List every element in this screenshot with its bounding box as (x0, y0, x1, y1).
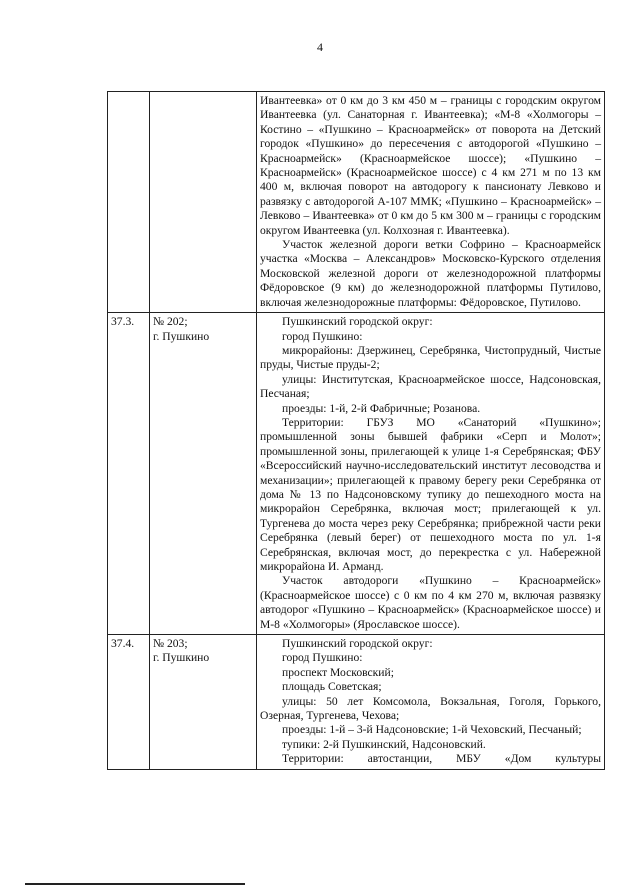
row-number-cell (108, 92, 150, 313)
description-cell (257, 313, 605, 635)
description-paragraph: проезды: 1-й – 3-й Надсоновские; 1-й Чеховский, Песчаный; (282, 723, 582, 737)
district-name-cell (150, 92, 257, 313)
description-paragraph: Ивантеевка» от 0 км до 3 км 450 м – границы с городским округом Ивантеевка (ул. Санаторная г. Ивантеевка); «М-8 «Холмогоры – Костино – «Пушкино – Красноармейск» от поворота на Детский городок «Пушкино» до пересечения с автодорогой «Пушкино – Красноармейск» (Красноармейское шоссе); «Пушкино – Красноармейск» (Красноармейское шоссе) с 4 км 271 м по 13 км 400 м, включая поворот на автодорогу к пансионату Левково и развязку с автодорогой А-107 ММК; «Пушкино – Красноармейск» – Левково – Ивантеевка» от 0 км до 5 км 300 м – границы с городским округом Ивантеевка (ул. Колхозная г. Ивантеевка). (260, 94, 601, 237)
description-paragraph: город Пушкино: (282, 651, 363, 665)
description-paragraph: проспект Московский; (282, 665, 394, 679)
table-row (108, 635, 605, 770)
description-paragraph: Территории: автостанции, МБУ «Дом культуры (282, 752, 601, 766)
description-paragraph: улицы: 50 лет Комсомола, Вокзальная, Гоголя, Горького, Озерная, Тургенева, Чехова; (260, 694, 601, 723)
district-table (107, 91, 605, 770)
district-name-line: № 203; (153, 637, 188, 651)
description-paragraph: Территории: ГБУЗ МО «Санаторий «Пушкино»; промышленной зоны бывшей фабрики «Серп и Молот»; промышленной зоны, прилегающей к улице 1-я Серебрянская; ФБУ «Всероссийский научно-исследовательский институт лесоводства и механизации»; прилегающей к правому берегу реки Серебрянка от дома № 13 по Надсоновскому тупику до пешеходного моста на микрорайон Серебрянка, включая мост; прилегающей к ул. Тургенева до моста через реку Серебрянка; прибрежной части реки Серебрянка (левый берег) от пешеходного моста по ул. 1-я Серебрянская, включая мост, до перекрестка с ул. Набережной микрорайона И. Арманд. (260, 415, 601, 573)
table-row (108, 313, 605, 635)
district-name-line: № 202; (153, 315, 188, 329)
footer-rule (25, 883, 245, 885)
description-paragraph: тупики: 2-й Пушкинский, Надсоновский. (282, 737, 486, 751)
row-number-cell: 37.3. (108, 313, 150, 635)
district-name-cell (150, 635, 257, 770)
description-paragraph: Участок автодороги «Пушкино – Красноармейск» (Красноармейское шоссе) с 0 км по 4 км 270 м, включая развязку автодорог «Пушкино – Красноармейск» (Красноармейское шоссе) и М-8 «Холмогоры» (Ярославское шоссе). (260, 574, 601, 631)
district-name-line: г. Пушкино (153, 329, 210, 343)
description-paragraph: город Пушкино: (282, 329, 363, 343)
page-number: 4 (317, 40, 323, 54)
description-paragraph: Пушкинский городской округ: (282, 315, 433, 329)
district-name-cell (150, 313, 257, 635)
description-cell (257, 92, 605, 313)
description-paragraph: улицы: Институтская, Красноармейское шоссе, Надсоновская, Песчаная; (260, 372, 601, 401)
row-number-cell: 37.4. (108, 635, 150, 770)
description-cell (257, 635, 605, 770)
district-name-line: г. Пушкино (153, 651, 210, 665)
description-paragraph: Пушкинский городской округ: (282, 637, 433, 651)
table-row (108, 92, 605, 313)
table-body (108, 92, 605, 770)
description-paragraph: микрорайоны: Дзержинец, Серебрянка, Чистопрудный, Чистые пруды, Чистые пруды-2; (260, 343, 601, 372)
description-paragraph: проезды: 1-й, 2-й Фабричные; Розанова. (282, 401, 481, 415)
description-paragraph: Участок железной дороги ветки Софрино – Красноармейск участка «Москва – Александров» Московско-Курского отделения Московской железной дороги от железнодорожной платформы Фёдоровское (9 км) до железнодорожной платформы Путилово, включая железнодорожные платформы: Фёдоровское, Путилово. (260, 238, 601, 309)
description-paragraph: площадь Советская; (282, 680, 382, 694)
